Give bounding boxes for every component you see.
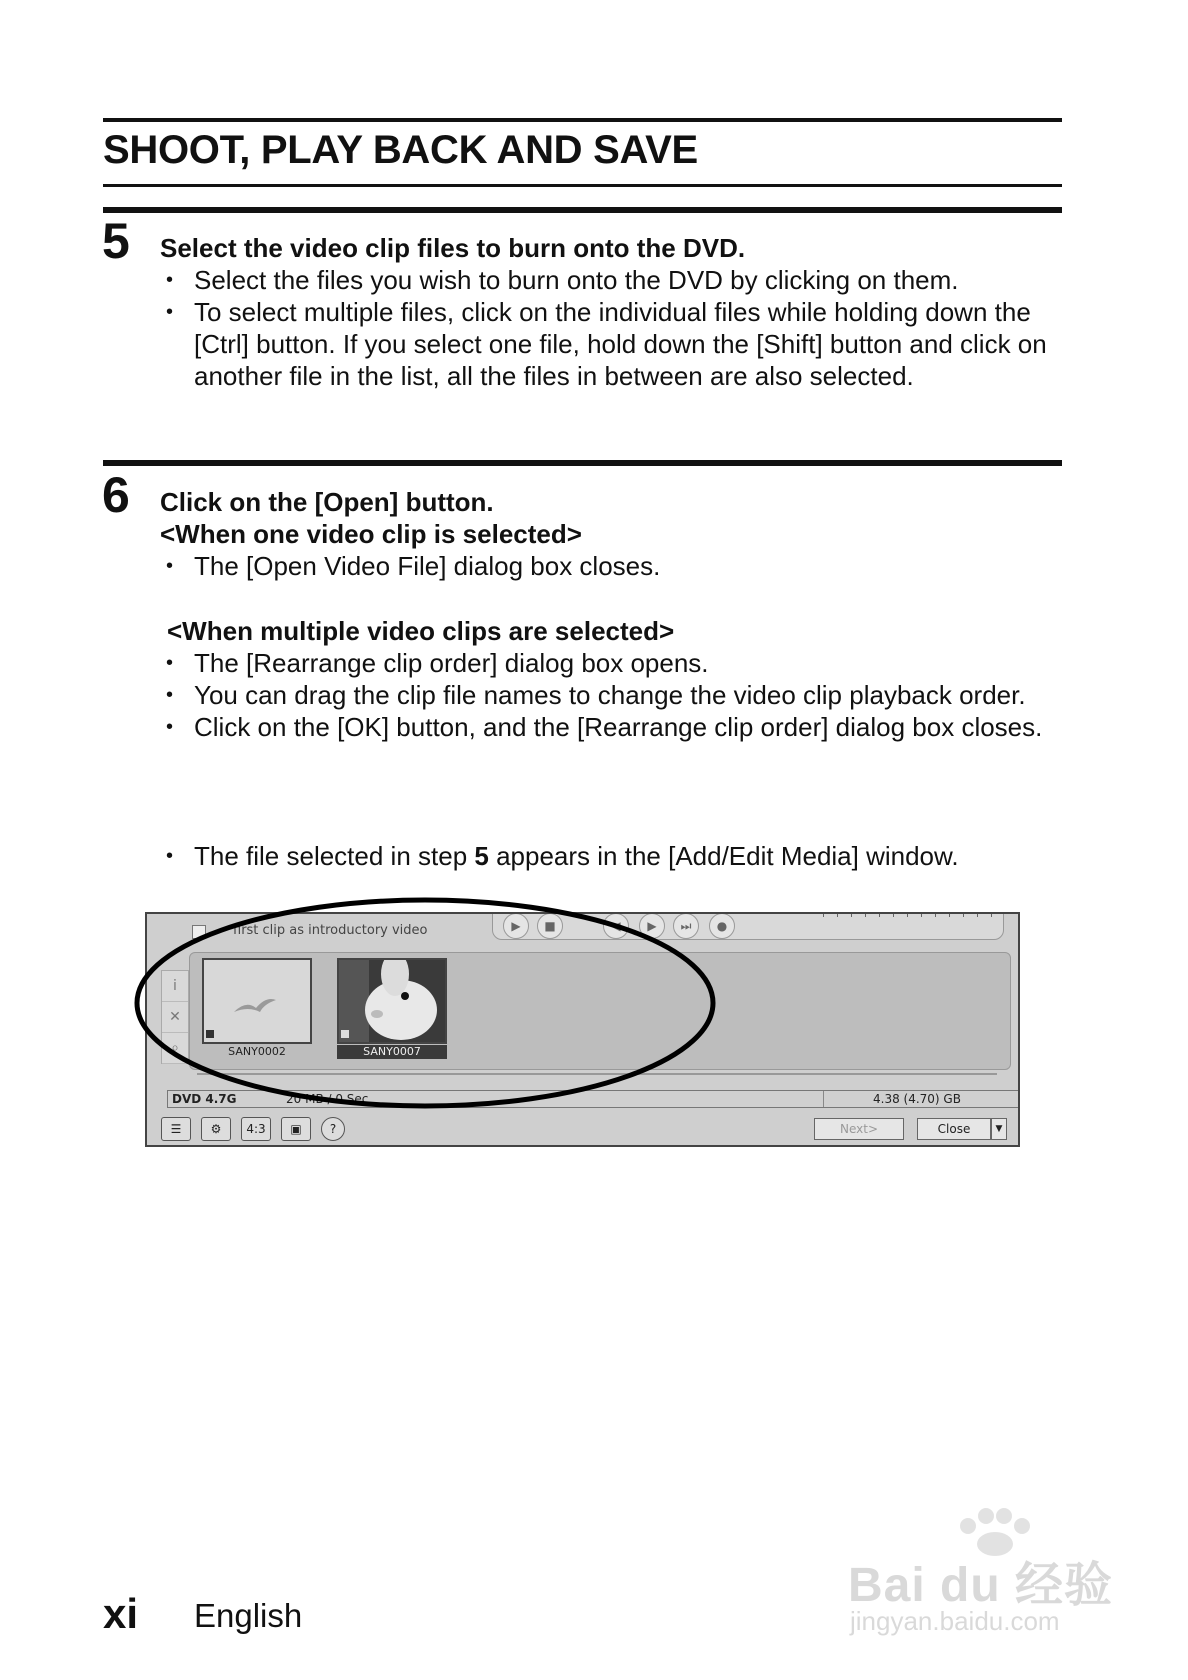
- timeline-ticks: [823, 912, 993, 917]
- playback-controls: [492, 912, 1004, 940]
- play-icon[interactable]: ▶: [503, 913, 529, 939]
- list-item: • The [Open Video File] dialog box closes.: [160, 550, 1065, 582]
- clip-label-2: SANY0007: [337, 1045, 447, 1059]
- multi-clip-heading: <When multiple video clips are selected>: [167, 616, 675, 646]
- prev-icon[interactable]: ◀: [603, 913, 629, 939]
- step5-heading: Select the video clip files to burn onto the DVD.: [160, 233, 746, 263]
- list-item: • The [Rearrange clip order] dialog box opens.: [160, 647, 1065, 679]
- intro-video-checkbox-label: first clip as introductory video: [233, 923, 428, 938]
- intro-video-checkbox[interactable]: [192, 925, 206, 939]
- list-icon[interactable]: ☰: [161, 1117, 191, 1141]
- next-button[interactable]: Next>: [814, 1118, 904, 1140]
- disc-icon[interactable]: ▣: [281, 1117, 311, 1141]
- next-icon[interactable]: ⏭: [673, 913, 699, 939]
- page-number: xi: [103, 1590, 139, 1637]
- page-title: SHOOT, PLAY BACK AND SAVE: [103, 128, 698, 172]
- chevron-down-icon[interactable]: ▼: [991, 1118, 1007, 1140]
- step-forward-icon[interactable]: ▶: [639, 913, 665, 939]
- list-item: [160, 840, 1065, 872]
- status-divider: [823, 1091, 824, 1107]
- used-size: 20 MB / 0 Sec: [286, 1092, 369, 1106]
- list-item: • Click on the [OK] button, and the [Rearrange clip order] dialog box closes.: [160, 711, 1065, 743]
- step-ref: 5: [474, 841, 489, 871]
- final-bullet-text-end: appears in the [Add/Edit Media] window.: [488, 841, 959, 871]
- step5-rule: [103, 207, 1062, 213]
- list-item: • You can drag the clip file names to change the video clip playback order.: [160, 679, 1065, 711]
- watermark-url: jingyan.baidu.com: [850, 1606, 1060, 1636]
- clip-scrollbar[interactable]: [197, 1073, 997, 1075]
- add-edit-media-screenshot: [145, 912, 1020, 1147]
- info-icon[interactable]: i: [162, 971, 188, 1002]
- step6-heading: Click on the [Open] button.: [160, 487, 494, 517]
- clip-label-1: SANY0002: [228, 1045, 286, 1058]
- final-bullet-text: The file selected in step: [194, 841, 475, 871]
- record-icon[interactable]: ●: [709, 913, 735, 939]
- delete-icon[interactable]: ✕: [162, 1002, 188, 1033]
- multi-clip-bullets: [160, 647, 1065, 743]
- capacity: 4.38 (4.70) GB: [873, 1092, 961, 1106]
- final-bullet: [160, 840, 1065, 872]
- close-button[interactable]: Close: [917, 1118, 991, 1140]
- step6-rule: [103, 460, 1062, 466]
- disc-status-bar: [167, 1090, 1019, 1108]
- clip-thumbnail-1[interactable]: [202, 958, 312, 1044]
- top-rule: [103, 118, 1062, 122]
- settings-icon[interactable]: ⚙: [201, 1117, 231, 1141]
- watermark-brand: Bai du 经验: [848, 1559, 1114, 1612]
- list-item: • To select multiple files, click on the individual files while holding down the [Ctrl] button. If you select one file, hold down the [Shift] button and click on another file in the list, all the files in between are also selected.: [160, 296, 1065, 392]
- help-icon[interactable]: ?: [321, 1117, 345, 1141]
- step5-number: 5: [102, 213, 130, 269]
- stop-icon[interactable]: ■: [537, 913, 563, 939]
- zoom-icon[interactable]: ⌕: [162, 1033, 188, 1064]
- baidu-watermark: [838, 1506, 1138, 1646]
- step6-number: 6: [102, 467, 130, 523]
- title-underline: [103, 184, 1062, 187]
- clip-panel: [189, 952, 1011, 1070]
- aspect-ratio-icon[interactable]: 4:3: [241, 1117, 271, 1141]
- page-language: English: [194, 1597, 303, 1634]
- disc-type: DVD 4.7G: [172, 1092, 237, 1106]
- step5-bullets: [160, 264, 1065, 392]
- clip-thumbnail-2[interactable]: [337, 958, 447, 1044]
- rabbit-image: [339, 960, 445, 1042]
- one-clip-heading: <When one video clip is selected>: [160, 519, 582, 549]
- one-clip-bullets: [160, 550, 1065, 582]
- bird-image: [204, 960, 310, 1042]
- list-item: • Select the files you wish to burn onto the DVD by clicking on them.: [160, 264, 1065, 296]
- clip-tools: [161, 970, 189, 1064]
